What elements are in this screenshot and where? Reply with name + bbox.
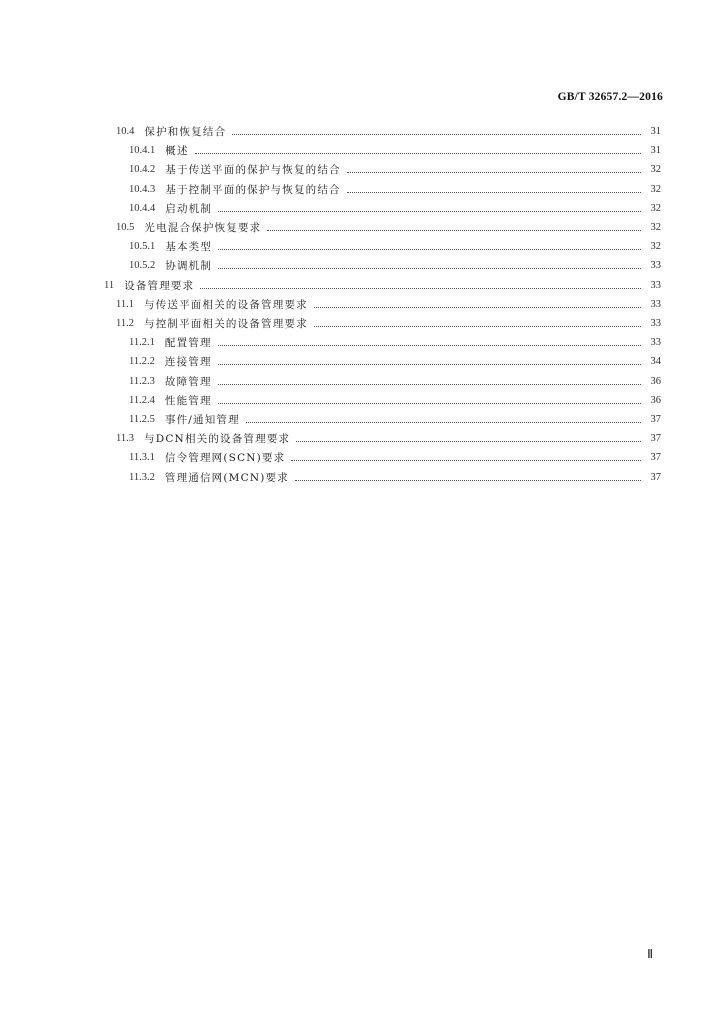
toc-entry-page: 31 (650, 145, 661, 157)
toc-entry (0, 314, 661, 333)
toc-leader-dots (218, 364, 641, 365)
toc-entry (0, 122, 661, 141)
toc-leader-dots (232, 134, 641, 135)
toc-entry-page: 32 (650, 183, 661, 195)
toc-entry-title: 协调机制 (165, 260, 213, 273)
toc-leader-dots (267, 230, 641, 231)
toc-leader-dots (347, 172, 641, 173)
toc-entry-number: 10.4.1 (129, 145, 156, 157)
toc-entry-page: 33 (650, 279, 661, 291)
toc-entry-number: 11 (104, 279, 115, 291)
toc-entry-number: 11.2 (116, 318, 134, 329)
toc-entry (0, 199, 661, 218)
toc-leader-dots (246, 422, 641, 423)
toc-entry-title: 故障管理 (164, 375, 212, 388)
toc-entry-title: 事件/通知管理 (164, 414, 240, 426)
toc-entry-number: 10.4.4 (129, 202, 156, 214)
toc-entry-number: 11.3.2 (129, 471, 155, 483)
toc-entry-number: 10.4.3 (129, 183, 156, 195)
toc-leader-dots (218, 384, 641, 385)
toc-leader-dots (218, 403, 641, 404)
toc-entry-number: 11.3.1 (129, 452, 155, 464)
toc-entry-title: 信令管理网(SCN)要求 (164, 452, 286, 465)
toc-leader-dots (218, 345, 641, 346)
toc-entry-number: 11.3 (116, 433, 134, 445)
toc-entry-page: 33 (650, 318, 661, 329)
toc-entry-title: 保护和恢复结合 (144, 126, 227, 138)
toc-leader-dots (291, 460, 641, 461)
toc-entry-page: 32 (650, 202, 661, 214)
toc-entry-title: 基于控制平面的保护与恢复的结合 (165, 183, 341, 196)
toc-entry-page: 33 (650, 298, 661, 310)
toc-entry-title: 启动机制 (165, 202, 213, 215)
toc-entry-title: 基本类型 (165, 241, 213, 254)
toc-entry-title: 设备管理要求 (124, 279, 195, 292)
toc-entry (0, 160, 661, 179)
toc-leader-dots (347, 192, 641, 193)
toc-entry-number: 10.5.2 (129, 260, 156, 272)
toc-entry-title: 概述 (165, 145, 189, 158)
toc-entry-number: 11.2.3 (129, 375, 155, 387)
toc-entry-number: 11.2.4 (129, 394, 155, 406)
toc-entry-number: 11.2.1 (129, 337, 155, 349)
toc-entry-page: 33 (650, 337, 661, 349)
toc-leader-dots (218, 211, 641, 212)
toc-entry-title: 光电混合保护恢复要求 (144, 222, 262, 234)
toc-entry-page: 31 (650, 126, 661, 137)
toc-entry-page: 36 (650, 375, 661, 387)
toc-entry (0, 141, 661, 160)
toc-entry (0, 218, 661, 237)
toc-entry-number: 10.5.1 (129, 241, 156, 253)
toc-leader-dots (195, 153, 641, 154)
toc-entry-title: 与DCN相关的设备管理要求 (144, 433, 291, 446)
toc-entry-title: 基于传送平面的保护与恢复的结合 (165, 164, 341, 177)
toc-leader-dots (295, 480, 641, 481)
toc-entry (0, 237, 661, 256)
toc-entry-page: 32 (650, 222, 661, 233)
toc-entry-title: 性能管理 (164, 394, 212, 407)
toc-entry (0, 410, 661, 429)
toc-entry (0, 333, 661, 352)
toc-leader-dots (200, 288, 641, 289)
toc-entry (0, 372, 661, 391)
toc-entry-number: 11.2.2 (129, 356, 155, 368)
toc-entry (0, 180, 661, 199)
toc-entry-page: 33 (650, 260, 661, 272)
toc-entry-page: 37 (650, 433, 661, 445)
toc-entry-number: 10.4.2 (129, 164, 156, 176)
toc-leader-dots (314, 326, 641, 327)
toc-entry (0, 295, 661, 314)
toc-leader-dots (296, 441, 641, 442)
toc-entry-page: 32 (650, 164, 661, 176)
toc-entry-page: 37 (650, 452, 661, 464)
toc-entry-page: 37 (650, 414, 661, 425)
toc-entry-title: 管理通信网(MCN)要求 (164, 471, 289, 484)
toc-entry-page: 36 (650, 394, 661, 406)
toc-entry-title: 与传送平面相关的设备管理要求 (144, 298, 308, 311)
toc-entry-title: 配置管理 (164, 337, 212, 350)
toc-entry (0, 256, 661, 275)
standard-code: GB/T 32657.2—2016 (557, 91, 663, 103)
toc-entry (0, 276, 661, 295)
footer-page-number: Ⅱ (647, 947, 653, 961)
toc-entry (0, 448, 661, 467)
toc-leader-dots (314, 307, 641, 308)
toc-entry-title: 与控制平面相关的设备管理要求 (144, 318, 308, 330)
toc-leader-dots (218, 249, 641, 250)
toc-entry-number: 11.1 (116, 298, 134, 310)
toc-entry (0, 352, 661, 371)
toc-entry (0, 468, 661, 487)
toc-entry-number: 10.4 (116, 126, 135, 137)
toc-entry (0, 391, 661, 410)
toc-entry (0, 429, 661, 448)
toc-entry-number: 11.2.5 (129, 414, 155, 425)
toc-entry-title: 连接管理 (164, 356, 212, 369)
toc-entry-page: 34 (650, 356, 661, 368)
toc-entry-number: 10.5 (116, 222, 135, 233)
toc-leader-dots (218, 268, 641, 269)
toc-entry-page: 37 (650, 471, 661, 483)
toc-entry-page: 32 (650, 241, 661, 253)
